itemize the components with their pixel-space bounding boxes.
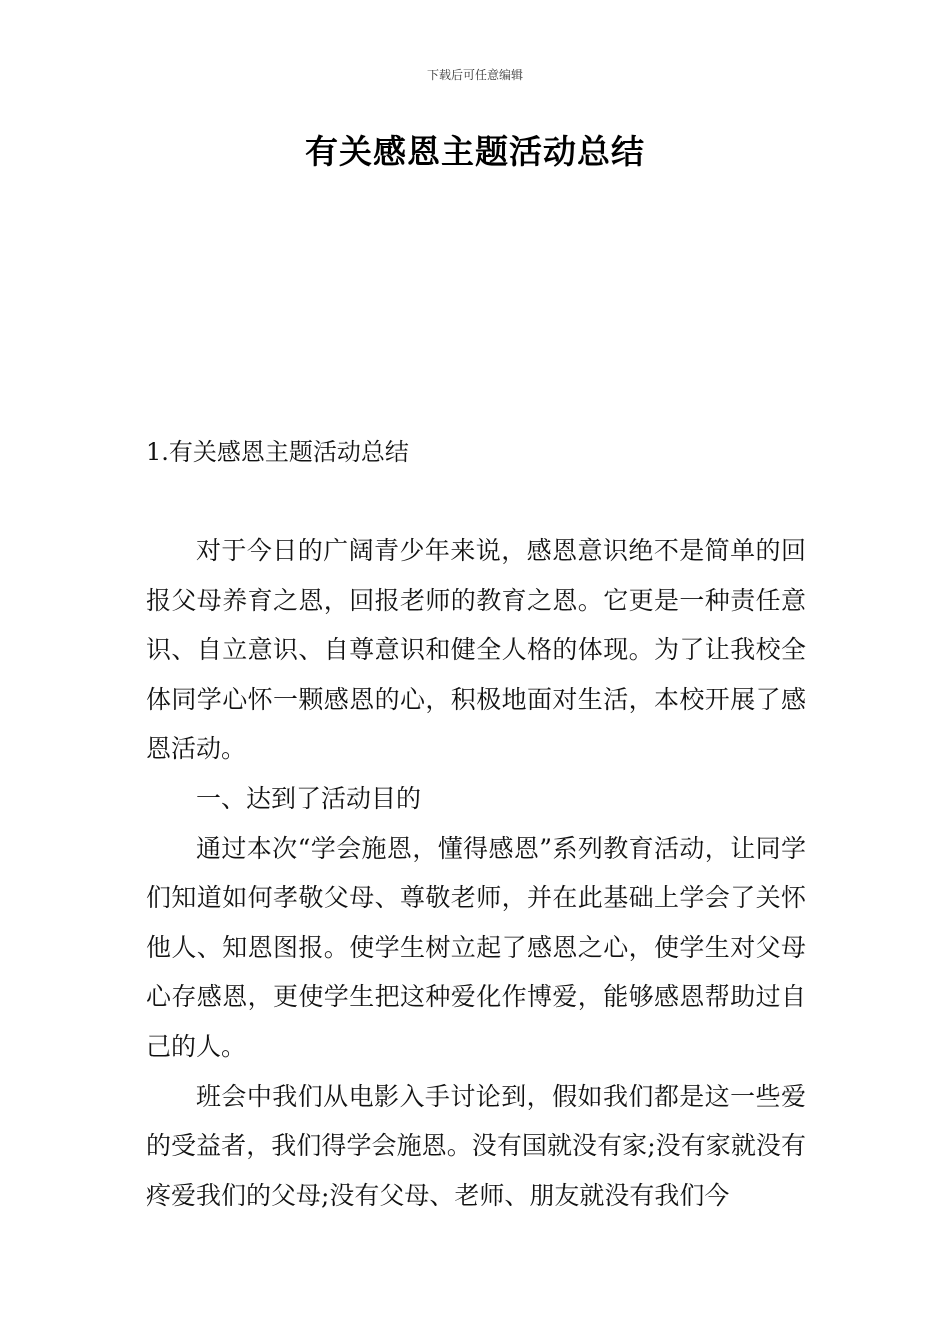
section-heading: 1.有关感恩主题活动总结 — [146, 438, 409, 466]
header-note: 下载后可任意编辑 — [426, 68, 523, 82]
document-title: 有关感恩主题活动总结 — [305, 132, 645, 171]
body-text — [146, 526, 806, 1220]
paragraph-activity: 通过本次“学会施恩，懂得感恩”系列教育活动，让同学们知道如何孝敬父母、尊敬老师，并在此基础上学会了关怀他人、知恩图报。使学生树立起了感恩之心，使学生对父母心存感恩，更使学生把这种爱化作博爱，能够感恩帮助过自己的人。 — [146, 833, 806, 1061]
paragraph-intro: 对于今日的广阔青少年来说，感恩意识绝不是简单的回报父母养育之恩，回报老师的教育之恩。它更是一种责任意识、自立意识、自尊意识和健全人格的体现。为了让我校全体同学心怀一颗感恩的心，积极地面对生活，本校开展了感恩活动。 — [146, 536, 806, 764]
paragraph-class-meeting: 班会中我们从电影入手讨论到，假如我们都是这一些爱的受益者，我们得学会施恩。没有国就没有家;没有家就没有疼爱我们的父母;没有父母、老师、朋友就没有我们今 — [146, 1081, 806, 1210]
paragraph-heading-goal: 一、达到了活动目的 — [196, 783, 422, 813]
